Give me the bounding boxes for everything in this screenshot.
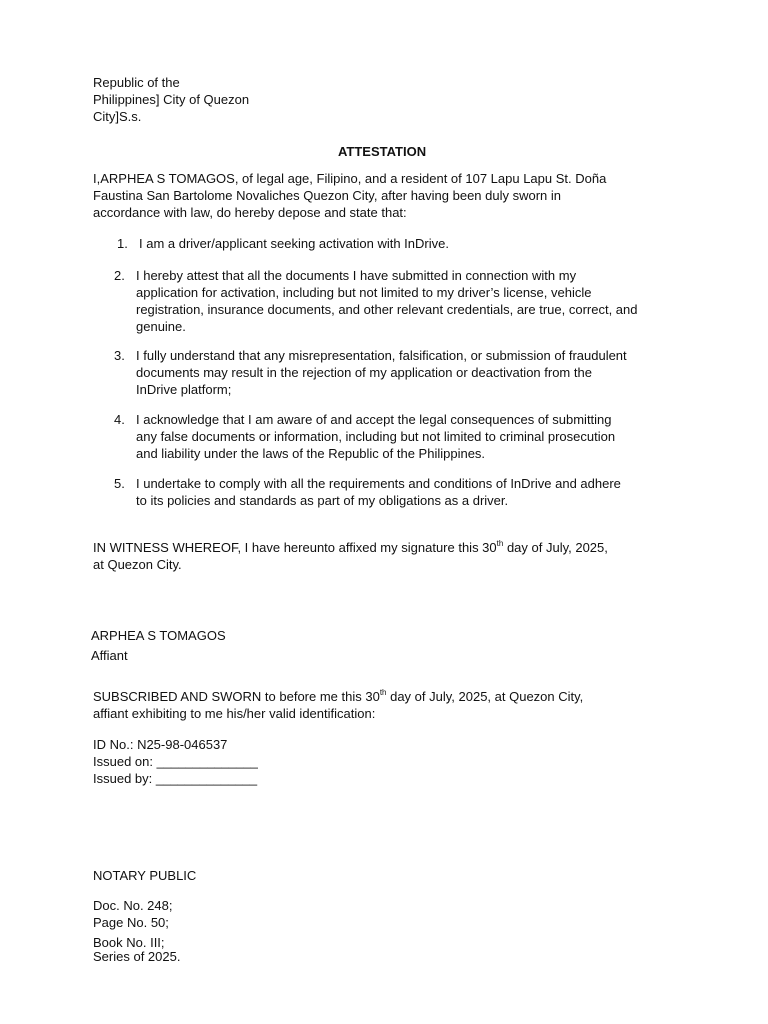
header-line: City]S.s. bbox=[93, 109, 142, 124]
header-line: Republic of the bbox=[93, 75, 180, 90]
witness-text-before: IN WITNESS WHEREOF, I have hereunto affixed my signature this 30 bbox=[93, 540, 497, 555]
intro-line: accordance with law, do hereby depose and state that: bbox=[93, 205, 407, 220]
list-item bbox=[117, 235, 697, 255]
list-item-line: to its policies and standards as part of my obligations as a driver. bbox=[136, 493, 509, 508]
witness-text-after: day of July, 2025, bbox=[503, 540, 608, 555]
header-line: Philippines] City of Quezon bbox=[93, 92, 250, 107]
ordinal-suffix: th bbox=[496, 539, 504, 548]
list-item-line: any false documents or information, including but not limited to criminal prosecution bbox=[136, 429, 616, 444]
notary-doc-no: Doc. No. 248; bbox=[93, 898, 173, 913]
list-item-line: documents may result in the rejection of my application or deactivation from the bbox=[136, 365, 592, 380]
list-item-line: I fully understand that any misrepresentation, falsification, or submission of fraudulent bbox=[136, 348, 627, 363]
list-item bbox=[114, 347, 694, 401]
subscribed-text-after: day of July, 2025, at Quezon City, bbox=[386, 689, 584, 704]
list-item-line: InDrive platform; bbox=[136, 382, 232, 397]
list-item bbox=[114, 475, 694, 513]
subscribed-text-before: SUBSCRIBED AND SWORN to before me this 30 bbox=[93, 689, 380, 704]
list-item-text bbox=[136, 475, 696, 509]
list-item-line: I undertake to comply with all the requirements and conditions of InDrive and adhere bbox=[136, 476, 621, 491]
list-item-line: I hereby attest that all the documents I have submitted in connection with my bbox=[136, 268, 577, 283]
list-item-line: registration, insurance documents, and other relevant credentials, are true, correct, and bbox=[136, 302, 638, 317]
subscribed-clause bbox=[93, 688, 583, 722]
issued-by: Issued by: ______________ bbox=[93, 771, 258, 786]
list-item-line: application for activation, including but not limited to my driver’s license, vehicle bbox=[136, 285, 592, 300]
list-item-number: 2. bbox=[114, 268, 125, 283]
notary-page-no: Page No. 50; bbox=[93, 915, 169, 930]
list-item-line: I acknowledge that I am aware of and accept the legal consequences of submitting bbox=[136, 412, 612, 427]
list-item-text bbox=[139, 235, 699, 252]
subscribed-line bbox=[93, 688, 583, 705]
notary-book-no: Book No. III; bbox=[93, 935, 165, 950]
document-title: ATTESTATION bbox=[338, 144, 427, 159]
ordinal-suffix: th bbox=[379, 688, 387, 697]
intro-line: Faustina San Bartolome Novaliches Quezon City, after having been duly sworn in bbox=[93, 188, 562, 203]
affiant-role: Affiant bbox=[91, 648, 128, 663]
notary-series: Series of 2025. bbox=[93, 949, 181, 964]
witness-clause bbox=[93, 539, 608, 573]
intro-line: I,ARPHEA S TOMAGOS, of legal age, Filipino, and a resident of 107 Lapu Lapu St. Doña bbox=[93, 171, 607, 186]
notary-title: NOTARY PUBLIC bbox=[93, 868, 197, 883]
list-item-number: 4. bbox=[114, 412, 125, 427]
issued-on: Issued on: ______________ bbox=[93, 754, 258, 769]
subscribed-line: affiant exhibiting to me his/her valid identification: bbox=[93, 706, 376, 721]
list-item-line: genuine. bbox=[136, 319, 186, 334]
intro-paragraph bbox=[93, 170, 606, 221]
list-item bbox=[114, 411, 694, 465]
list-item-text bbox=[136, 267, 696, 335]
witness-line: at Quezon City. bbox=[93, 557, 182, 572]
witness-line bbox=[93, 539, 608, 556]
list-item bbox=[114, 267, 694, 337]
list-item-number: 1. bbox=[117, 236, 128, 251]
list-item-number: 5. bbox=[114, 476, 125, 491]
identification-block bbox=[93, 736, 258, 787]
list-item-text bbox=[136, 347, 696, 398]
list-item-line: I am a driver/applicant seeking activation with InDrive. bbox=[139, 236, 449, 251]
list-item-line: and liability under the laws of the Republic of the Philippines. bbox=[136, 446, 486, 461]
list-item-number: 3. bbox=[114, 348, 125, 363]
list-item-text bbox=[136, 411, 696, 462]
document-header bbox=[93, 74, 249, 125]
affiant-name: ARPHEA S TOMAGOS bbox=[91, 628, 226, 643]
id-number: ID No.: N25-98-046537 bbox=[93, 737, 228, 752]
